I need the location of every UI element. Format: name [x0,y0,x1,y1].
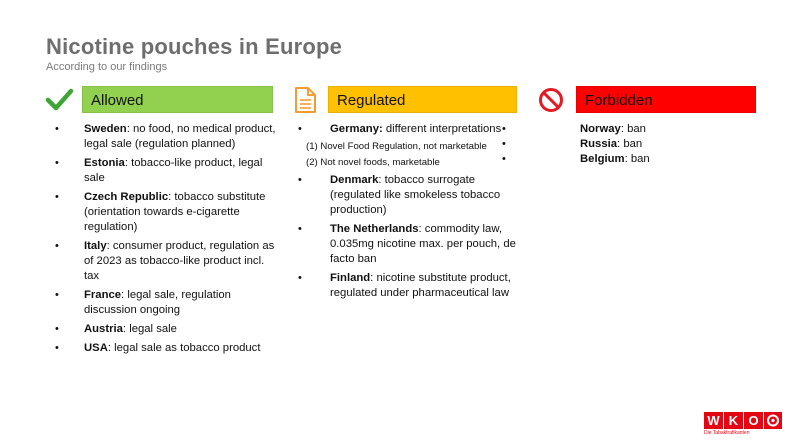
subpoint: (2) Not novel foods, marketable [306,157,440,168]
regulated-list [290,122,522,301]
page-title: Nicotine pouches in Europe [46,34,343,59]
country-name: Finland [330,272,371,284]
wko-logo [673,412,783,436]
list-item [536,152,766,167]
country-name: Estonia [84,157,125,169]
list-item [290,271,522,301]
country-status: : tobacco substitute (orientation towards e-cigarette regulation) [84,191,266,233]
page-subtitle: According to our findings [46,61,168,73]
country-name: The Netherlands [330,223,419,235]
allowed-label: Allowed [82,86,273,113]
country-status: : ban [624,153,650,165]
regulated-header [290,86,522,114]
country-name: Sweden [84,123,127,135]
list-item [44,341,280,356]
country-status: : ban [617,138,643,150]
checkmark-icon [44,86,74,114]
list-item [44,122,280,152]
logo-tagline: Die Tabaktrafikanten [704,430,750,436]
country-name: Russia [580,138,618,150]
wko-logo-icon [764,412,782,434]
list-item [44,156,280,186]
country-name: Belgium [580,153,625,165]
list-item [290,222,522,267]
country-name: Germany: [330,123,383,135]
list-item [44,288,280,318]
country-status: : nicotine substitute product, regulated under pharmaceutical law [330,272,511,299]
country-status: : legal sale [122,323,177,335]
allowed-column [44,86,280,360]
list-item [290,173,522,218]
allowed-list [44,122,280,356]
logo-letter: W [704,412,723,429]
country-status: : tobacco-like product, legal sale [84,157,263,184]
country-name: Italy [84,240,107,252]
country-status: : legal sale, regulation discussion ongoing [84,289,231,316]
forbidden-column [536,86,766,167]
forbidden-label: Forbidden [576,86,756,113]
country-name: Denmark [330,174,379,186]
country-status: : consumer product, regulation as of 2023 as tobacco-like product incl. tax [84,240,275,282]
list-item [44,239,280,284]
country-status: : no food, no medical product, legal sale (regulation planned) [84,123,276,150]
country-name: Austria [84,323,123,335]
country-status: : tobacco surrogate (regulated like smokeless tobacco production) [330,174,501,216]
logo-letter: K [724,412,743,429]
country-status: : ban [620,123,646,135]
forbidden-header [536,86,766,114]
list-item [290,122,522,169]
country-name: Czech Republic [84,191,169,203]
country-name: Norway [580,123,621,135]
forbidden-list [536,122,766,167]
country-status: different interpretations [382,123,502,135]
document-icon [290,86,320,114]
allowed-header [44,86,280,114]
regulated-column [290,86,522,305]
country-name: France [84,289,122,301]
list-item [536,137,766,152]
logo-letter: O [744,412,763,429]
list-item [44,190,280,235]
country-status: : legal sale as tobacco product [107,342,261,354]
regulated-label: Regulated [328,86,517,113]
country-name: USA [84,342,108,354]
prohibited-icon [536,86,566,114]
germany-subpoints [306,140,522,169]
list-item [44,322,280,337]
country-status: : commodity law, 0.035mg nicotine max. per pouch, de facto ban [330,223,516,265]
subpoint: (1) Novel Food Regulation, not marketable [306,141,487,152]
list-item [536,122,766,137]
